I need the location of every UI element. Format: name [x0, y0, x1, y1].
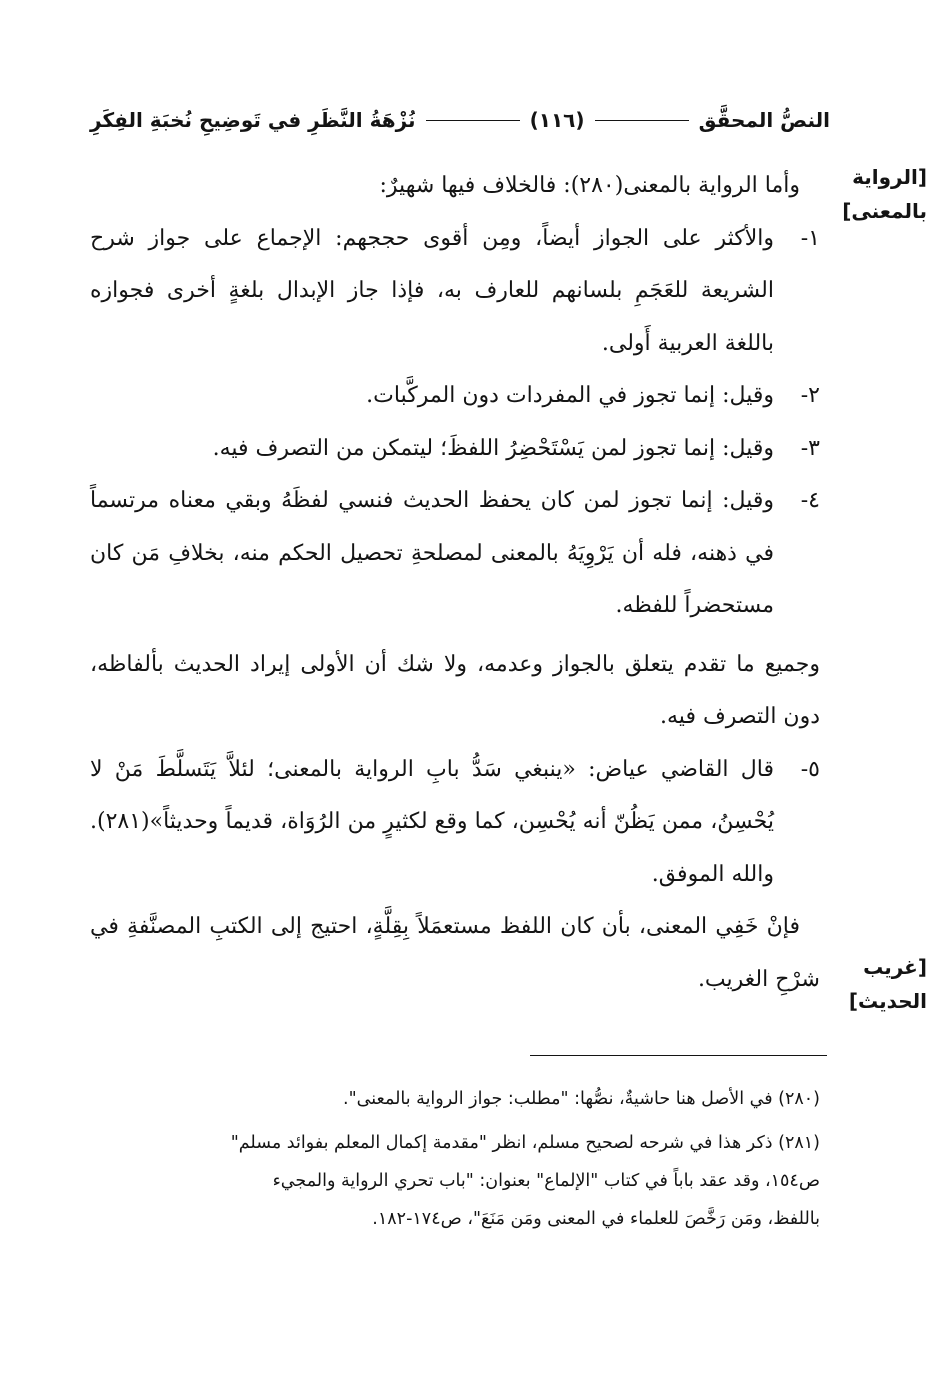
- header-section-title: النصُّ المحقَّق: [698, 108, 830, 132]
- margin-note-line: [غريب: [863, 955, 927, 979]
- list-item-number: ٢-: [800, 383, 820, 408]
- list-item-text: وقيل: إنما تجوز لمن يَسْتَحْضِرُ اللفظَ؛ ليتمكن من التصرف فيه.: [212, 435, 774, 461]
- list-item: [90, 423, 820, 476]
- list-item-text: وقيل: إنما تجوز في المفردات دون المركَّبات.: [366, 383, 774, 408]
- running-header: [90, 100, 830, 140]
- list-item-text: قال القاضي عياض: «ينبغي سَدُّ بابِ الرواية بالمعنى؛ لئلاَّ يَتَسلَّطَ مَنْ لا يُحْسِنُ، ممن يَظُنّ أنه يُحْسِن، كما وقع لكثيرٍ من الرُوَاة، قديماً وحديثاً»(٢٨١). والله الموفق.: [90, 756, 775, 887]
- margin-note-line: الحديث]: [848, 989, 927, 1013]
- list-item-number: ٤-: [800, 488, 820, 513]
- header-rule-right: [595, 120, 689, 121]
- list-item-number: ٣-: [800, 435, 820, 461]
- summary-paragraph: وجميع ما تقدم يتعلق بالجواز وعدمه، ولا شك أن الأولى إيراد الحديث بألفاظه، دون التصرف فيه.: [90, 651, 820, 729]
- footnote: [90, 1080, 820, 1118]
- main-text: [90, 160, 820, 1006]
- margin-note-line: [الرواية: [852, 165, 927, 189]
- list-item: [90, 213, 820, 371]
- list-item-text: والأكثر على الجواز أيضاً، ومِن أقوى حججهم: الإجماع على جواز شرح الشريعة للعَجَمِ بلسانهم للعارف به، فإذا جاز الإبدال بلغةٍ أخرى فجوازه باللغة العربية أَولى.: [90, 225, 774, 356]
- gharib-paragraph: فإنْ خَفِي المعنى، بأن كان اللفظ مستعمَلاً بِقِلَّةٍ، احتيج إلى الكتبِ المصنَّفةِ في شرْحِ الغريب.: [90, 914, 820, 992]
- footnote-line: (٢٨١) ذكر هذا في شرحه لصحيح مسلم، انظر "مقدمة إكمال المعلم بفوائد مسلم": [230, 1133, 820, 1153]
- margin-note-riwaya: [835, 160, 927, 228]
- footnote-line: (٢٨٠) في الأصل هنا حاشيةٌ، نصُّها: "مطلب: جواز الرواية بالمعنى".: [343, 1089, 820, 1109]
- footnotes: [90, 1080, 820, 1244]
- footnote-line: ص١٥٤، وقد عقد باباً في كتاب "الإلماع" بعنوان: "باب تحري الرواية والمجيء: [272, 1171, 820, 1191]
- footnote: [90, 1124, 820, 1238]
- list-item-number: ٥-: [800, 756, 820, 782]
- list-item-text: وقيل: إنما تجوز لمن كان يحفظ الحديث فنسي لفظَهُ وبقي معناه مرتسماً في ذهنه، فله أن يَرْوِيَهُ بالمعنى لمصلحةِ تحصيل الحكم منه، بخلافِ مَن كان مستحضراً للفظه.: [90, 488, 774, 618]
- footnote-line: باللفظ، ومَن رَخَّصَ للعلماء في المعنى ومَن مَنَعَ"، ص١٧٤-١٨٢.: [372, 1209, 820, 1229]
- list-item: [90, 370, 820, 423]
- list-item: [90, 475, 820, 633]
- list-item: [90, 744, 820, 902]
- list-item-number: ١-: [800, 225, 820, 251]
- page-number: (١١٦): [529, 108, 585, 132]
- intro-paragraph: وأما الرواية بالمعنى(٢٨٠): فالخلاف فيها شهيرٌ:: [379, 173, 800, 198]
- footnote-separator: [530, 1055, 827, 1056]
- header-rule-left: [426, 120, 520, 121]
- header-book-title: نُزْهَةُ النَّظَرِ في تَوضِيحِ نُخبَةِ الفِكَرِ: [90, 108, 416, 132]
- margin-note-line: بالمعنى]: [842, 199, 927, 223]
- margin-note-gharib: [835, 950, 927, 1018]
